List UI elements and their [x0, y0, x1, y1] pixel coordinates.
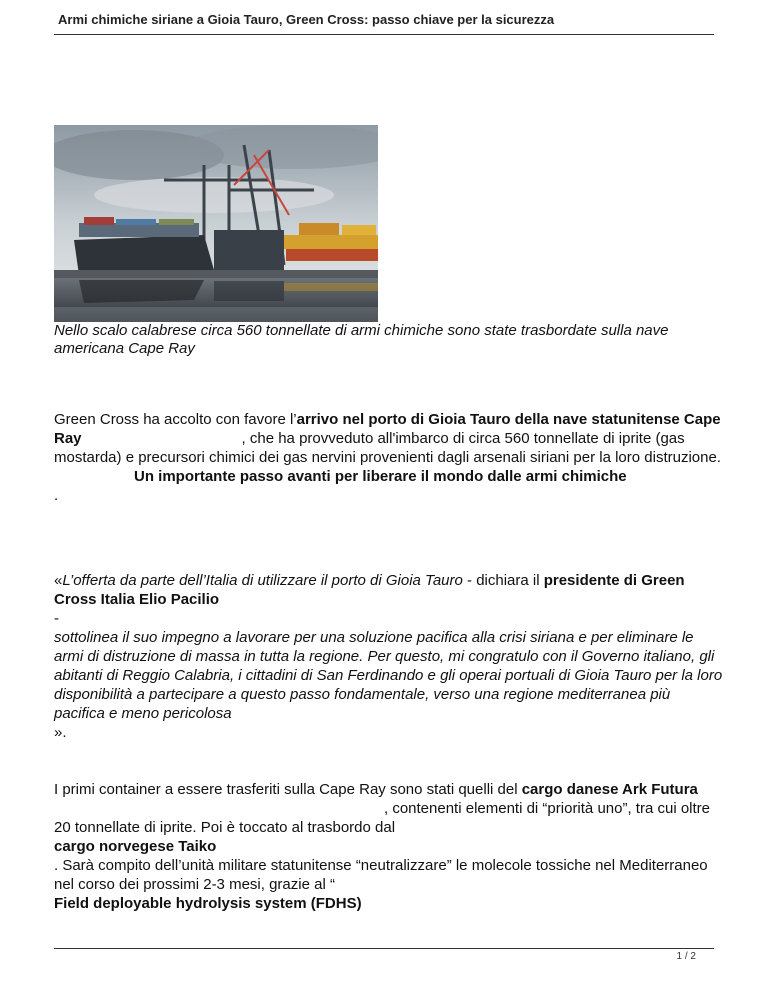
paragraph-3 [54, 780, 724, 913]
p3-text-1: I primi container a essere trasferiti sulla Cape Ray sono stati quelli del [54, 781, 522, 798]
p2-quote-open: « [54, 572, 63, 589]
header-title: Armi chimiche siriane a Gioia Tauro, Green Cross: passo chiave per la sicurezza [58, 12, 555, 27]
p1-bold-1: arrivo nel porto di Gioia Tauro della nave statunitense Cape Ray [54, 411, 721, 447]
p2-bold-1: presidente di Green Cross Italia Elio Pacilio [54, 572, 685, 608]
paragraph-2 [54, 571, 724, 742]
port-photo-illustration [54, 125, 378, 322]
p3-text-2: , contenenti elementi di “priorità uno”, tra cui oltre 20 tonnellate di iprite. Poi è toccato al trasbordo dal [54, 800, 710, 836]
paragraph-1 [54, 410, 724, 505]
p2-dash: - [54, 610, 59, 627]
p1-text-2: , che ha provveduto all'imbarco di circa 560 tonnellate di iprite (gas mostarda) e precursori chimici dei gas nervini provenienti dagli arsenali siriani per la loro distruzione. [54, 430, 721, 466]
p3-text-3: . Sarà compito dell’unità militare statunitense “neutralizzare” le molecole tossiche nel Mediterraneo nel corso dei prossimi 2-3 mesi, grazie al “ [54, 857, 708, 893]
p2-quote-close: ». [54, 724, 67, 741]
p1-text-1: Green Cross ha accolto con favore l’ [54, 411, 297, 428]
p3-bold-1: cargo danese Ark Futura [521, 781, 698, 798]
article-photo [54, 125, 378, 322]
p2-italic-1: L’offerta da parte dell’Italia di utilizzare il porto di Gioia Tauro [62, 572, 463, 589]
footer-rule [54, 948, 714, 949]
p2-italic-2: sottolinea il suo impegno a lavorare per una soluzione pacifica alla crisi siriana e per eliminare le armi di distruzione di massa in tutta la regione. Per questo, mi congratulo con il Governo italiano, gli abitanti di Reggio Calabria, i cittadini di San Ferdinando e gli operai portuali di Gioia Tauro per la loro disponibilità a partecipare a questo passo fondamentale, verso una regione mediterranea più pacifica e meno pericolosa [54, 629, 723, 722]
p1-bold-2: Un importante passo avanti per liberare il mondo dalle armi chimiche [134, 468, 627, 485]
p3-bold-3: Field deployable hydrolysis system (FDHS) [54, 895, 362, 912]
p3-bold-2: cargo norvegese Taiko [54, 838, 217, 855]
header-rule [54, 34, 714, 35]
photo-caption: Nello scalo calabrese circa 560 tonnellate di armi chimiche sono state trasbordate sulla nave americana Cape Ray [54, 322, 669, 357]
page-number: 1 / 2 [676, 951, 696, 962]
p1-text-3: . [54, 487, 59, 504]
p2-text-1: - dichiara il [462, 572, 544, 589]
